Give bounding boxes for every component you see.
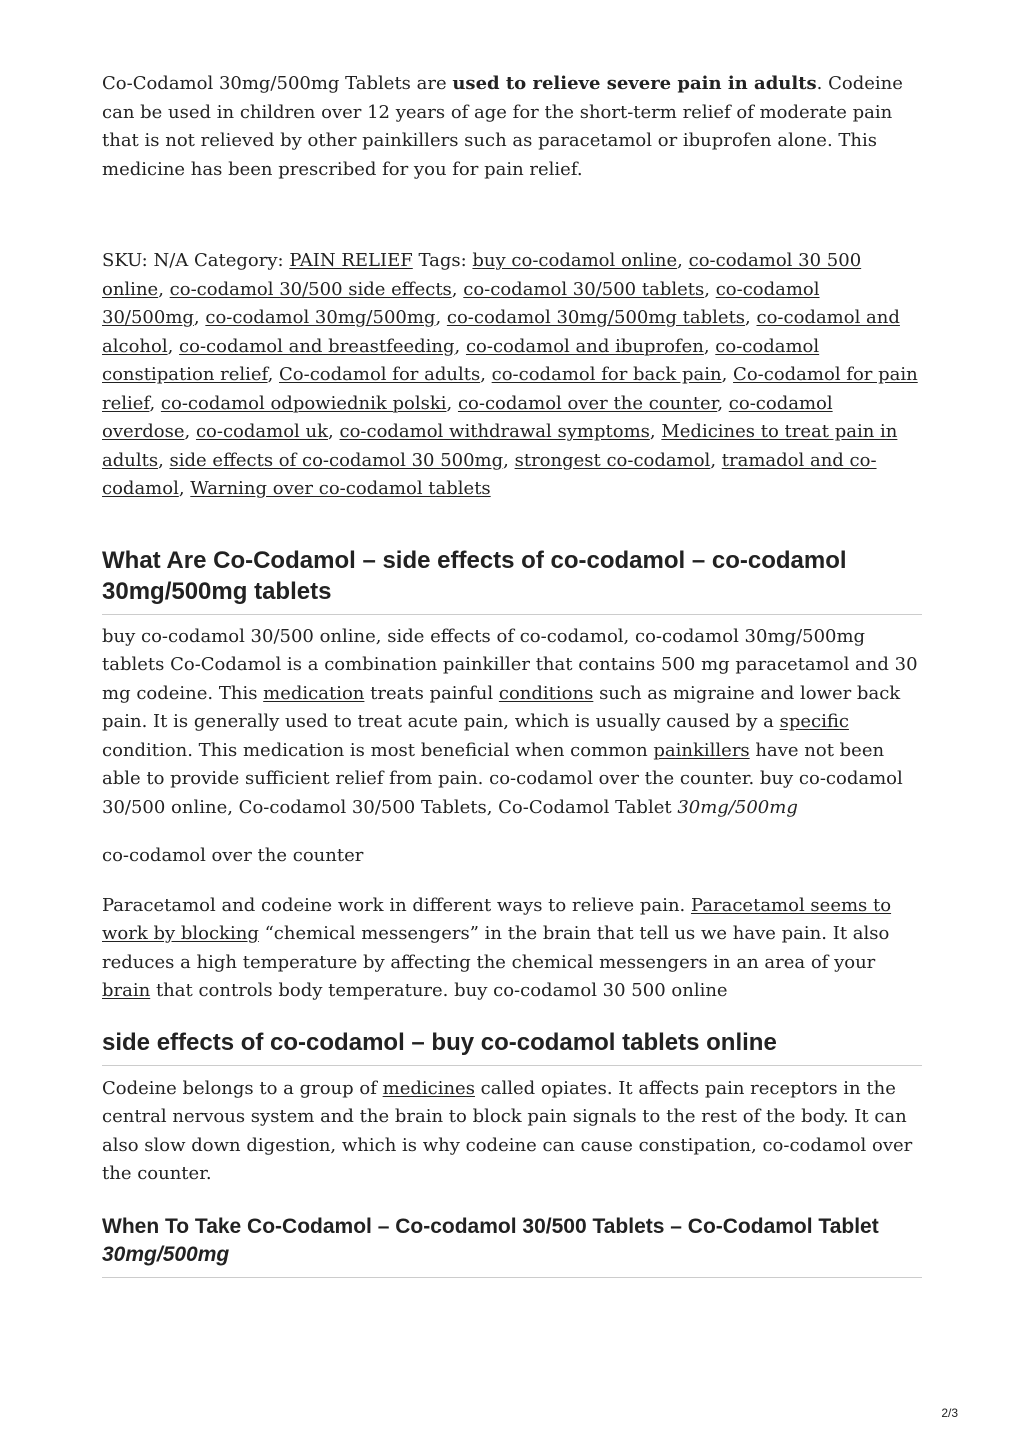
tag-separator: ,	[435, 307, 447, 328]
tag-separator: ,	[451, 278, 464, 300]
tag-separator: ,	[184, 421, 196, 442]
text-span: treats painful	[364, 682, 499, 704]
tag-separator: ,	[721, 364, 734, 385]
section-heading-when-to-take	[102, 1213, 922, 1278]
tag-link[interactable]: co-codamol overdose	[102, 392, 833, 442]
section-heading-side-effects: side effects of co-codamol – buy co-codamol tablets online	[102, 1027, 922, 1066]
tag-link[interactable]: co-codamol and ibuprofen	[465, 335, 704, 357]
tag-link[interactable]: co-codamol 30mg/500mg	[205, 307, 436, 328]
tag-link[interactable]: Co-codamol for pain relief	[102, 364, 918, 414]
heading-text: When To Take Co-Codamol – Co-codamol 30/500 Tablets – Co-Codamol Tablet	[102, 1214, 879, 1238]
link-medication[interactable]: medication	[263, 682, 365, 704]
link-specific[interactable]: specific	[779, 711, 849, 732]
link-medicines[interactable]: medicines	[382, 1077, 475, 1099]
tag-separator: ,	[503, 449, 515, 471]
tag-link[interactable]: co-codamol 30mg/500mg tablets	[446, 307, 746, 328]
link-paracetamol-blocking[interactable]: Paracetamol seems to work by blocking	[102, 894, 892, 944]
tag-separator: ,	[193, 307, 206, 328]
heading-italic-dosage: 30mg/500mg	[102, 1242, 230, 1266]
tags-label: Tags:	[418, 250, 467, 271]
tag-link[interactable]: co-codamol uk	[195, 421, 329, 442]
tag-separator: ,	[167, 335, 180, 357]
tag-separator: ,	[149, 392, 161, 414]
link-brain[interactable]: brain	[102, 980, 151, 1001]
tag-link[interactable]: co-codamol withdrawal symptoms	[339, 421, 650, 442]
section2-paragraph	[102, 1075, 922, 1189]
intro-text-2: . Codeine can be used in children over 12 years of age for the short-term relief of moderate pain that is not relieved by other painkillers such as paracetamol or ibuprofen alone. This medicine has been prescribed for you for pain relief.	[102, 73, 903, 180]
intro-text-1: Co-Codamol 30mg/500mg Tablets are	[102, 73, 453, 94]
category-label: Category:	[194, 250, 284, 271]
tag-link[interactable]: buy co-codamol online	[472, 250, 678, 271]
tag-link[interactable]: strongest co-codamol	[514, 449, 711, 471]
tag-separator: ,	[328, 421, 340, 442]
tag-link[interactable]: co-codamol for back pain	[491, 364, 722, 385]
tag-separator: ,	[677, 250, 689, 271]
text-span: condition. This medication is most beneficial when common	[102, 739, 654, 761]
section1-paragraph-2: co-codamol over the counter	[102, 845, 364, 866]
tag-link[interactable]: Co-codamol for adults	[279, 364, 481, 385]
tag-link[interactable]: co-codamol 30/500 tablets	[463, 278, 705, 300]
text-span: “chemical messengers” in the brain that tell us we have pain. It also reduces a high temperature by affecting the chemical messengers in an area of your	[102, 923, 890, 973]
tag-separator: ,	[446, 392, 458, 414]
page-number: 2/3	[941, 1406, 958, 1420]
tag-separator: ,	[267, 364, 280, 385]
italic-dosage: 30mg/500mg	[677, 796, 798, 818]
text-span: Codeine belongs to a group of	[102, 1077, 383, 1099]
tag-separator: ,	[703, 335, 716, 357]
tag-link[interactable]: co-codamol 30 500 online	[102, 250, 862, 300]
category-link[interactable]: PAIN RELIEF	[289, 250, 413, 271]
tag-link[interactable]: co-codamol odpowiednik polski	[160, 392, 447, 414]
tag-link[interactable]: co-codamol and alcohol	[102, 307, 900, 357]
tag-link[interactable]: co-codamol constipation relief	[102, 335, 820, 385]
tag-link[interactable]: Warning over co-codamol tablets	[190, 478, 491, 499]
tag-link[interactable]: Medicines to treat pain in adults	[102, 421, 898, 471]
intro-paragraph	[102, 70, 922, 184]
text-span: that controls body temperature. buy co-codamol 30 500 online	[150, 980, 728, 1001]
tag-link[interactable]: co-codamol 30/500mg	[102, 278, 820, 328]
tag-separator: ,	[178, 478, 191, 499]
tag-separator: ,	[158, 278, 170, 300]
tag-separator: ,	[704, 278, 716, 300]
product-meta	[102, 247, 922, 504]
text-span: such as migraine and lower back pain. It is generally used to treat acute pain, which is usually caused by a	[102, 682, 901, 732]
tag-separator: ,	[710, 449, 722, 471]
tag-separator: ,	[649, 421, 662, 442]
section1-paragraph-1	[102, 623, 922, 823]
section1-paragraph-3	[102, 892, 922, 1006]
tag-separator: ,	[480, 364, 492, 385]
tag-link[interactable]: tramadol and co-codamol	[102, 449, 877, 499]
tag-link[interactable]: side effects of co-codamol 30 500mg	[169, 449, 504, 471]
text-span: have not been able to provide sufficient relief from pain. co-codamol over the counter. buy co-codamol 30/500 online, Co-codamol 30/500 Tablets, Co-Codamol Tablet	[102, 739, 903, 818]
intro-bold-text: used to relieve severe pain in adults	[452, 73, 817, 94]
tag-separator: ,	[158, 449, 170, 471]
tag-list	[102, 250, 918, 499]
tag-link[interactable]: co-codamol and breastfeeding	[179, 335, 455, 357]
sku-label: SKU: N/A	[102, 250, 189, 271]
link-painkillers[interactable]: painkillers	[653, 739, 750, 761]
tag-separator: ,	[454, 335, 466, 357]
text-span: Paracetamol and codeine work in different ways to relieve pain.	[102, 894, 691, 916]
tag-separator: ,	[717, 392, 729, 414]
section-heading-what-are: What Are Co-Codamol – side effects of co-codamol – co-codamol 30mg/500mg tablets	[102, 545, 922, 615]
tag-separator: ,	[745, 307, 757, 328]
tag-link[interactable]: co-codamol 30/500 side effects	[169, 278, 452, 300]
document-page	[102, 70, 922, 1278]
tag-link[interactable]: co-codamol over the counter	[457, 392, 718, 414]
text-span: called opiates. It affects pain receptors in the central nervous system and the brain to block pain signals to the rest of the body. It can also slow down digestion, which is why codeine can cause constipation, co-codamol over the counter.	[102, 1077, 913, 1184]
link-conditions[interactable]: conditions	[498, 682, 594, 704]
text-span: buy co-codamol 30/500 online, side effects of co-codamol, co-codamol 30mg/500mg tablets Co-Codamol is a combination painkiller that contains 500 mg paracetamol and 30 mg codeine. This	[102, 625, 918, 704]
